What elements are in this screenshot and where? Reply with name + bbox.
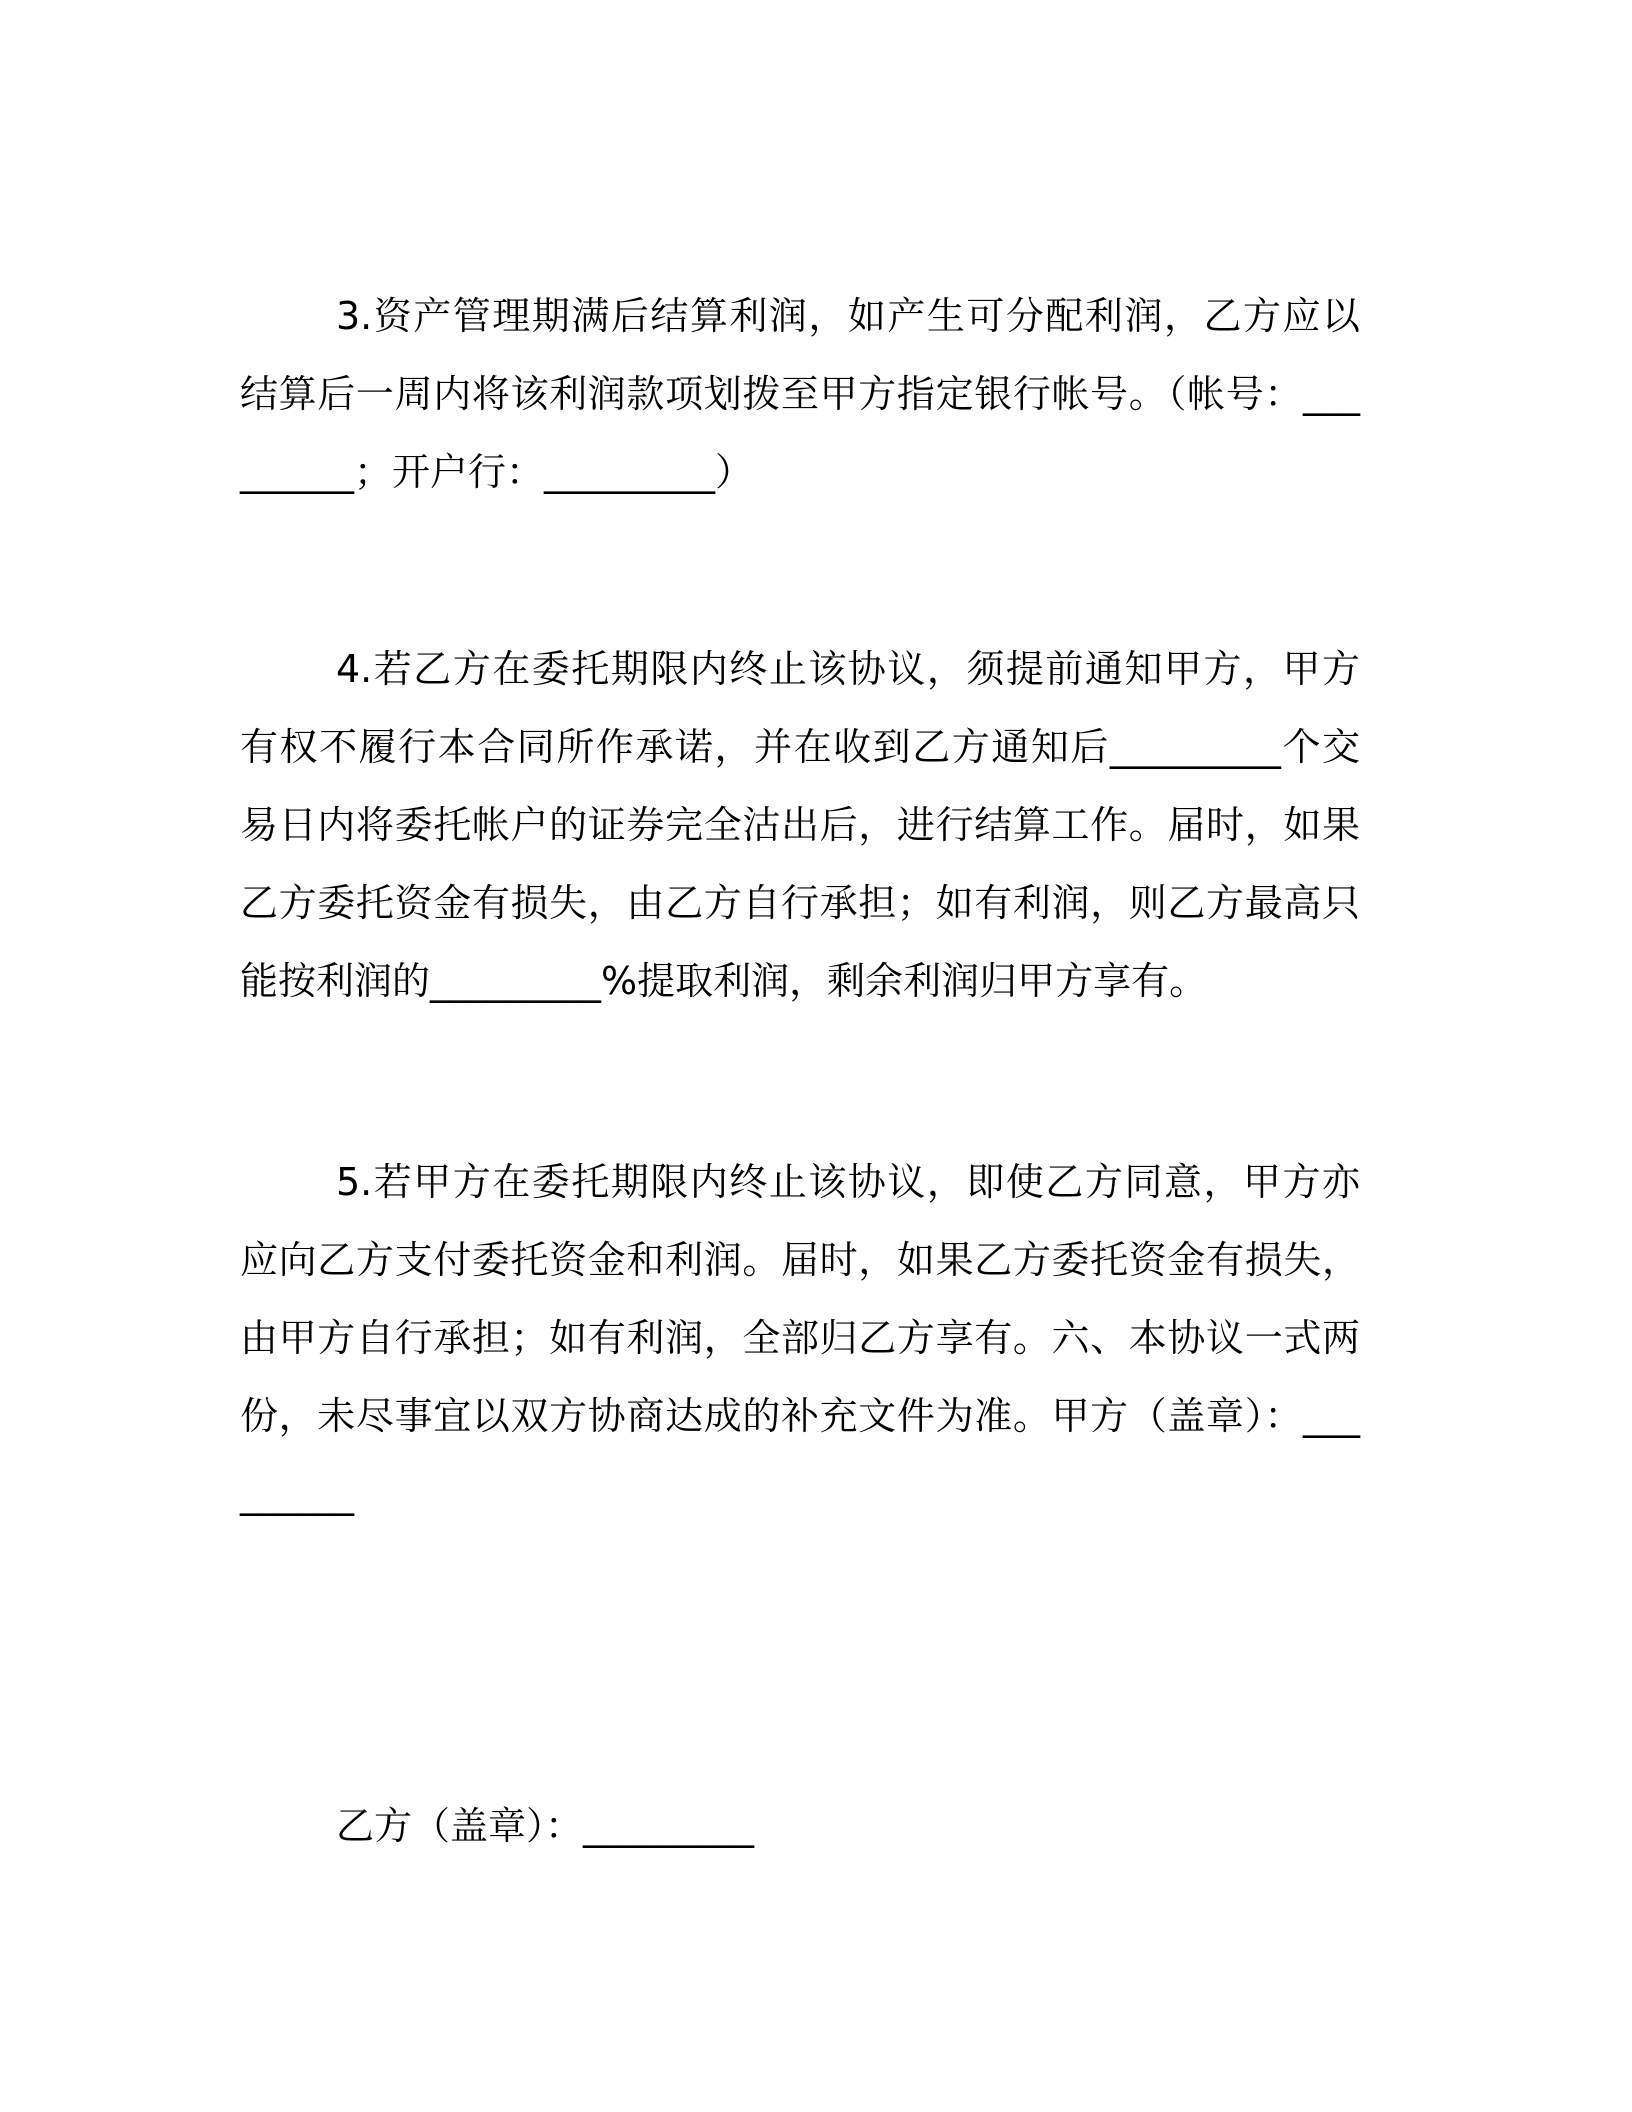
clause-4-paragraph: 4.若乙方在委托期限内终止该协议，须提前通知甲方，甲方有权不履行本合同所作承诺，并在收到乙方通知后_________个交易日内将委托帐户的证券完全沽出后，进行结算工作。届时，如果乙方委托资金有损失，由乙方自行承担；如有利润，则乙方最高只能按利润的_________%提取利润，剩余利润归甲方享有。 <box>240 647 1360 1003</box>
clause-3-paragraph: 3.资产管理期满后结算利润，如产生可分配利润，乙方应以结算后一周内将该利润款项划拨至甲方指定银行帐号。（帐号：_________；开户行：_________） <box>240 294 1360 494</box>
clause-5-paragraph: 5.若甲方在委托期限内终止该协议，即使乙方同意，甲方亦应向乙方支付委托资金和利润。届时，如果乙方委托资金有损失，由甲方自行承担；如有利润，全部归乙方享有。六、本协议一式两份，未尽事宜以双方协商达成的补充文件为准。甲方（盖章）：_________ <box>240 1160 1360 1516</box>
party-b-signature-line: 乙方（盖章）：_________ <box>336 1804 755 1848</box>
